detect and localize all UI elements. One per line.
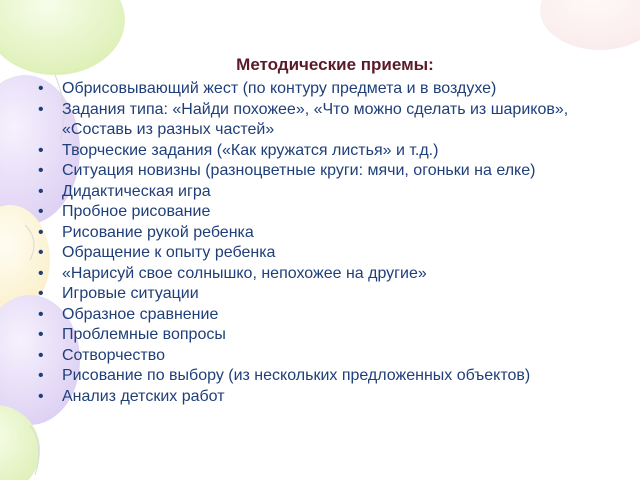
list-item-text: Обрисовывающий жест (по контуру предмета и в воздухе) [62, 80, 497, 97]
list-item-text: Анализ детских работ [62, 387, 225, 405]
list-item-text: Игровые ситуации [62, 285, 199, 302]
list-item [38, 141, 618, 162]
list-item-text: Проблемные вопросы [62, 326, 226, 343]
list-item [38, 79, 618, 100]
list-item-text: «Нарисуй свое солнышко, непохожее на другие» [62, 264, 427, 282]
bullet-icon: • [38, 80, 44, 97]
list-item [38, 325, 618, 346]
list-item [38, 202, 618, 223]
list-item [38, 223, 618, 244]
list-item [38, 284, 618, 305]
list-item-text: Ситуация новизны (разноцветные круги: мячи, огоньки на елке) [62, 162, 536, 179]
list-item [38, 100, 618, 141]
list-item-text: Обращение к опыту ребенка [62, 244, 276, 261]
list-item-text: Дидактическая игра [62, 182, 211, 200]
list-item [38, 346, 618, 367]
list-item [38, 182, 618, 203]
bullet-icon: • [38, 182, 44, 200]
list-item [38, 387, 618, 408]
bullet-icon: • [38, 223, 44, 241]
list-item [38, 264, 618, 285]
list-item-text: Творческие задания («Как кружатся листья» и т.д.) [62, 141, 439, 159]
bullet-icon: • [38, 264, 44, 282]
list-item-text: Образное сравнение [62, 305, 219, 323]
list-item [38, 366, 618, 387]
bullet-icon: • [38, 244, 44, 261]
bullet-icon: • [38, 100, 44, 118]
bullet-icon: • [38, 367, 44, 384]
techniques-list [38, 79, 618, 407]
list-item-text: Задания типа: «Найди похожее», «Что можно сделать из шариков», «Составь из разных частей» [62, 100, 569, 138]
list-item [38, 161, 618, 182]
bullet-icon: • [38, 305, 44, 323]
list-item [38, 305, 618, 326]
list-item-text: Рисование рукой ребенка [62, 223, 254, 241]
list-item-text: Пробное рисование [62, 203, 211, 220]
bullet-icon: • [38, 387, 44, 405]
bullet-icon: • [38, 162, 44, 179]
bullet-icon: • [38, 203, 44, 220]
bullet-icon: • [38, 141, 44, 159]
bullet-icon: • [38, 285, 44, 302]
list-item [38, 243, 618, 264]
list-item-text: Сотворчество [62, 346, 165, 364]
slide-title: Методические приемы: [236, 55, 434, 74]
bullet-icon: • [38, 346, 44, 364]
bullet-icon: • [38, 326, 44, 343]
list-item-text: Рисование по выбору (из нескольких предложенных объектов) [62, 367, 531, 384]
